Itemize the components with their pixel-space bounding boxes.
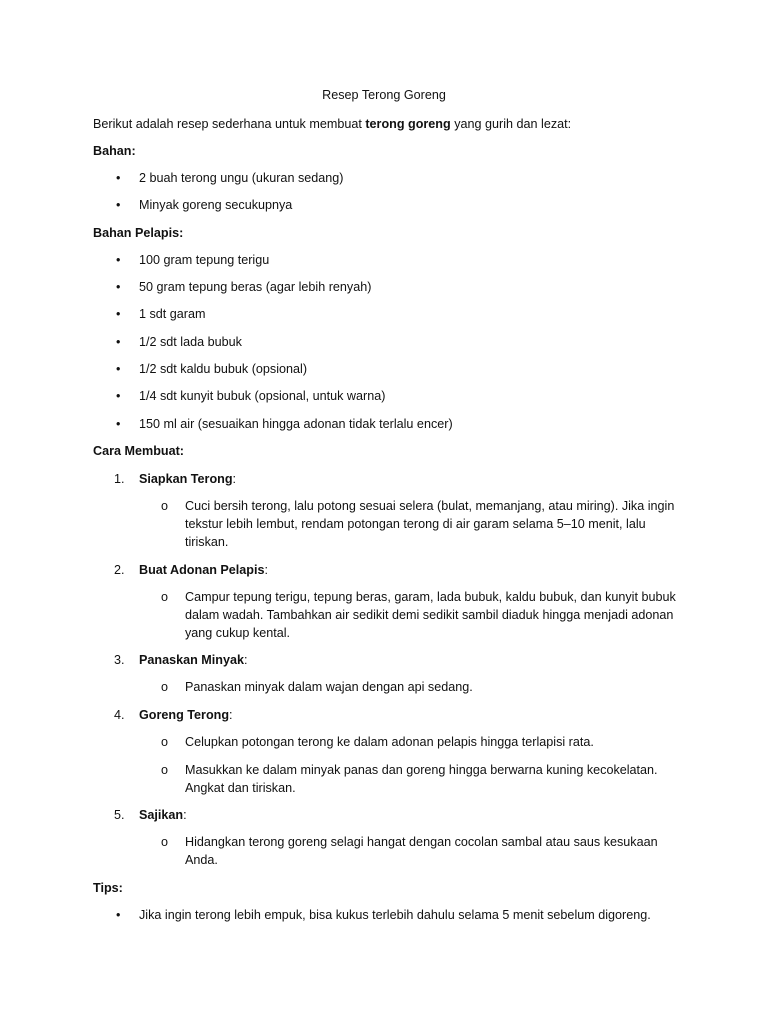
document-title: Resep Terong Goreng <box>322 88 446 102</box>
step-title <box>139 706 699 724</box>
step-number: 4. <box>114 708 125 722</box>
pelapis-item: 1/2 sdt kaldu bubuk (opsional) <box>139 362 308 376</box>
sub-bullet-icon: o <box>161 763 169 777</box>
bullet-icon: • <box>116 171 121 185</box>
tips-item: Jika ingin terong lebih empuk, bisa kukus terlebih dahulu selama 5 menit sebelum digoreng. <box>139 908 651 922</box>
step-title-label: Goreng Terong <box>139 708 230 722</box>
tips-heading: Tips: <box>93 881 123 895</box>
step-title <box>139 470 699 488</box>
intro-paragraph <box>93 115 693 133</box>
step-title-colon: : <box>264 563 268 577</box>
step-detail: Cuci bersih terong, lalu potong sesuai selera (bulat, memanjang, atau miring). Jika ingin tekstur lebih lembut, rendam potongan terong di air garam selama 5–10 menit, lalu tiriskan. <box>185 499 675 549</box>
step-detail: Celupkan potongan terong ke dalam adonan pelapis hingga terlapisi rata. <box>185 735 594 749</box>
step-detail: Campur tepung terigu, tepung beras, garam, lada bubuk, kaldu bubuk, dan kunyit bubuk dalam wadah. Tambahkan air sedikit demi sedikit sambil diaduk hingga menjadi adonan yang cukup kental. <box>185 590 676 640</box>
bullet-icon: • <box>116 307 121 321</box>
pelapis-item: 1/4 sdt kunyit bubuk (opsional, untuk warna) <box>139 389 386 403</box>
step-detail: Hidangkan terong goreng selagi hangat dengan cocolan sambal atau saus kesukaan Anda. <box>185 835 658 867</box>
cara-heading: Cara Membuat: <box>93 444 184 458</box>
step-title-label: Sajikan <box>139 808 184 822</box>
step-detail: Panaskan minyak dalam wajan dengan api sedang. <box>185 680 473 694</box>
step-title-colon: : <box>244 653 248 667</box>
step-number: 1. <box>114 472 125 486</box>
step-title-colon: : <box>232 472 237 486</box>
bahan-item: 2 buah terong ungu (ukuran sedang) <box>139 171 344 185</box>
pelapis-item: 150 ml air (sesuaikan hingga adonan tidak terlalu encer) <box>139 417 453 431</box>
step-detail: Masukkan ke dalam minyak panas dan goreng hingga berwarna kuning kecokelatan. Angkat dan tiriskan. <box>185 763 658 795</box>
step-title-colon: : <box>183 808 187 822</box>
sub-bullet-icon: o <box>161 590 169 604</box>
sub-bullet-icon: o <box>161 835 169 849</box>
sub-bullet-icon: o <box>161 680 169 694</box>
bullet-icon: • <box>116 280 121 294</box>
step-title <box>139 561 699 579</box>
bullet-icon: • <box>116 908 121 922</box>
bullet-icon: • <box>116 198 121 212</box>
bullet-icon: • <box>116 253 121 267</box>
bullet-icon: • <box>116 362 121 376</box>
step-title-label: Buat Adonan Pelapis <box>139 563 265 577</box>
pelapis-heading: Bahan Pelapis: <box>93 226 184 240</box>
pelapis-item: 100 gram tepung terigu <box>139 253 270 267</box>
step-title-label: Siapkan Terong <box>139 472 233 486</box>
step-title-label: Panaskan Minyak <box>139 653 244 667</box>
sub-bullet-icon: o <box>161 499 169 513</box>
intro-text-bold: terong goreng <box>365 117 451 131</box>
step-number: 3. <box>114 653 125 667</box>
step-title <box>139 651 699 669</box>
pelapis-item: 1/2 sdt lada bubuk <box>139 335 242 349</box>
sub-bullet-icon: o <box>161 735 169 749</box>
bahan-item: Minyak goreng secukupnya <box>139 198 293 212</box>
step-title-colon: : <box>229 708 233 722</box>
step-number: 2. <box>114 563 125 577</box>
bahan-heading: Bahan: <box>93 144 136 158</box>
pelapis-item: 50 gram tepung beras (agar lebih renyah) <box>139 280 372 294</box>
step-number: 5. <box>114 808 125 822</box>
intro-text-after: yang gurih dan lezat: <box>450 117 572 131</box>
bullet-icon: • <box>116 417 121 431</box>
bullet-icon: • <box>116 389 121 403</box>
step-title <box>139 806 699 824</box>
bullet-icon: • <box>116 335 121 349</box>
intro-text-before: Berikut adalah resep sederhana untuk membuat <box>93 117 366 131</box>
pelapis-item: 1 sdt garam <box>139 307 206 321</box>
